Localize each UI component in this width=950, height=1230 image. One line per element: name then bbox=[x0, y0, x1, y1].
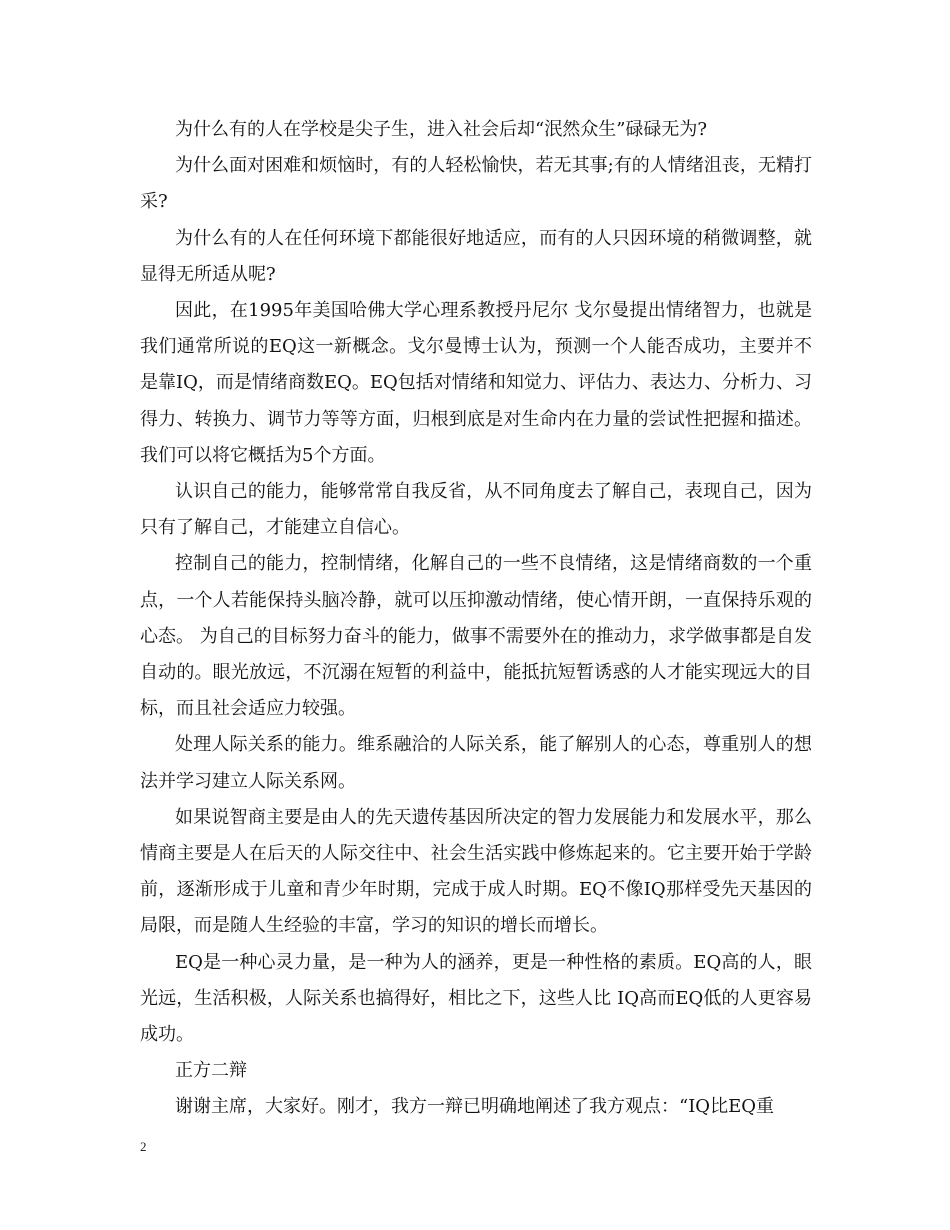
paragraph-3: 为什么有的人在任何环境下都能很好地适应，而有的人只因环境的稍微调整，就显得无所适从呢? bbox=[140, 227, 812, 285]
paragraph-4: 因此，在1995年美国哈佛大学心理系教授丹尼尔 戈尔曼提出情绪智力，也就是我们通常所说的EQ这一新概念。戈尔曼博士认为，预测一个人能否成功，主要并不是靠IQ，而是情绪商数EQ。EQ包括对情绪和知觉力、评估力、表达力、分析力、习得力、转换力、调节力等等方面，归根到底是对生命内在力量的尝试性把握和描述。我们可以将它概括为5个方面。 bbox=[140, 300, 812, 466]
section-heading-second-speaker: 正方二辩 bbox=[175, 1060, 247, 1082]
paragraph-8: 如果说智商主要是由人的先天遗传基因所决定的智力发展能力和发展水平，那么情商主要是人在后天的人际交往中、社会生活实践中修炼起来的。它主要开始于学龄前，逐渐形成于儿童和青少年时期，完成于成人时期。EQ不像IQ那样受先天基因的局限，而是随人生经验的丰富，学习的知识的增长而增长。 bbox=[140, 806, 812, 937]
paragraph-7: 处理人际关系的能力。维系融洽的人际关系，能了解别人的心态，尊重别人的想法并学习建立人际关系网。 bbox=[140, 734, 812, 792]
paragraph-2: 为什么面对困难和烦恼时，有的人轻松愉快，若无其事;有的人情绪沮丧，无精打采? bbox=[140, 155, 812, 213]
paragraph-1: 为什么有的人在学校是尖子生，进入社会后却“泯然众生”碌碌无为? bbox=[175, 119, 708, 140]
paragraph-6: 控制自己的能力，控制情绪，化解自己的一些不良情绪，这是情绪商数的一个重点，一个人若能保持头脑冷静，就可以压抑激动情绪，使心情开朗，一直保持乐观的心态。 为自己的目标努力奋斗的能力，做事不需要外在的推动力，求学做事都是自发自动的。眼光放远，不沉溺在短暂的利益中，能抵抗短暂诱惑的人才能实现远大的目标，而且社会适应力较强。 bbox=[140, 553, 812, 720]
paragraph-11: 谢谢主席，大家好。刚才，我方一辩已明确地阐述了我方观点：“IQ比EQ重 bbox=[175, 1096, 774, 1118]
paragraph-9: EQ是一种心灵力量，是一种为人的涵养，更是一种性格的素质。EQ高的人，眼光远，生活积极，人际关系也搞得好，相比之下，这些人比 IQ高而EQ低的人更容易成功。 bbox=[140, 951, 812, 1046]
paragraph-5: 认识自己的能力，能够常常自我反省，从不同角度去了解自己，表现自己，因为只有了解自己，才能建立自信心。 bbox=[140, 481, 812, 539]
document-body bbox=[140, 112, 812, 1126]
page-number: 2 bbox=[140, 1139, 147, 1154]
